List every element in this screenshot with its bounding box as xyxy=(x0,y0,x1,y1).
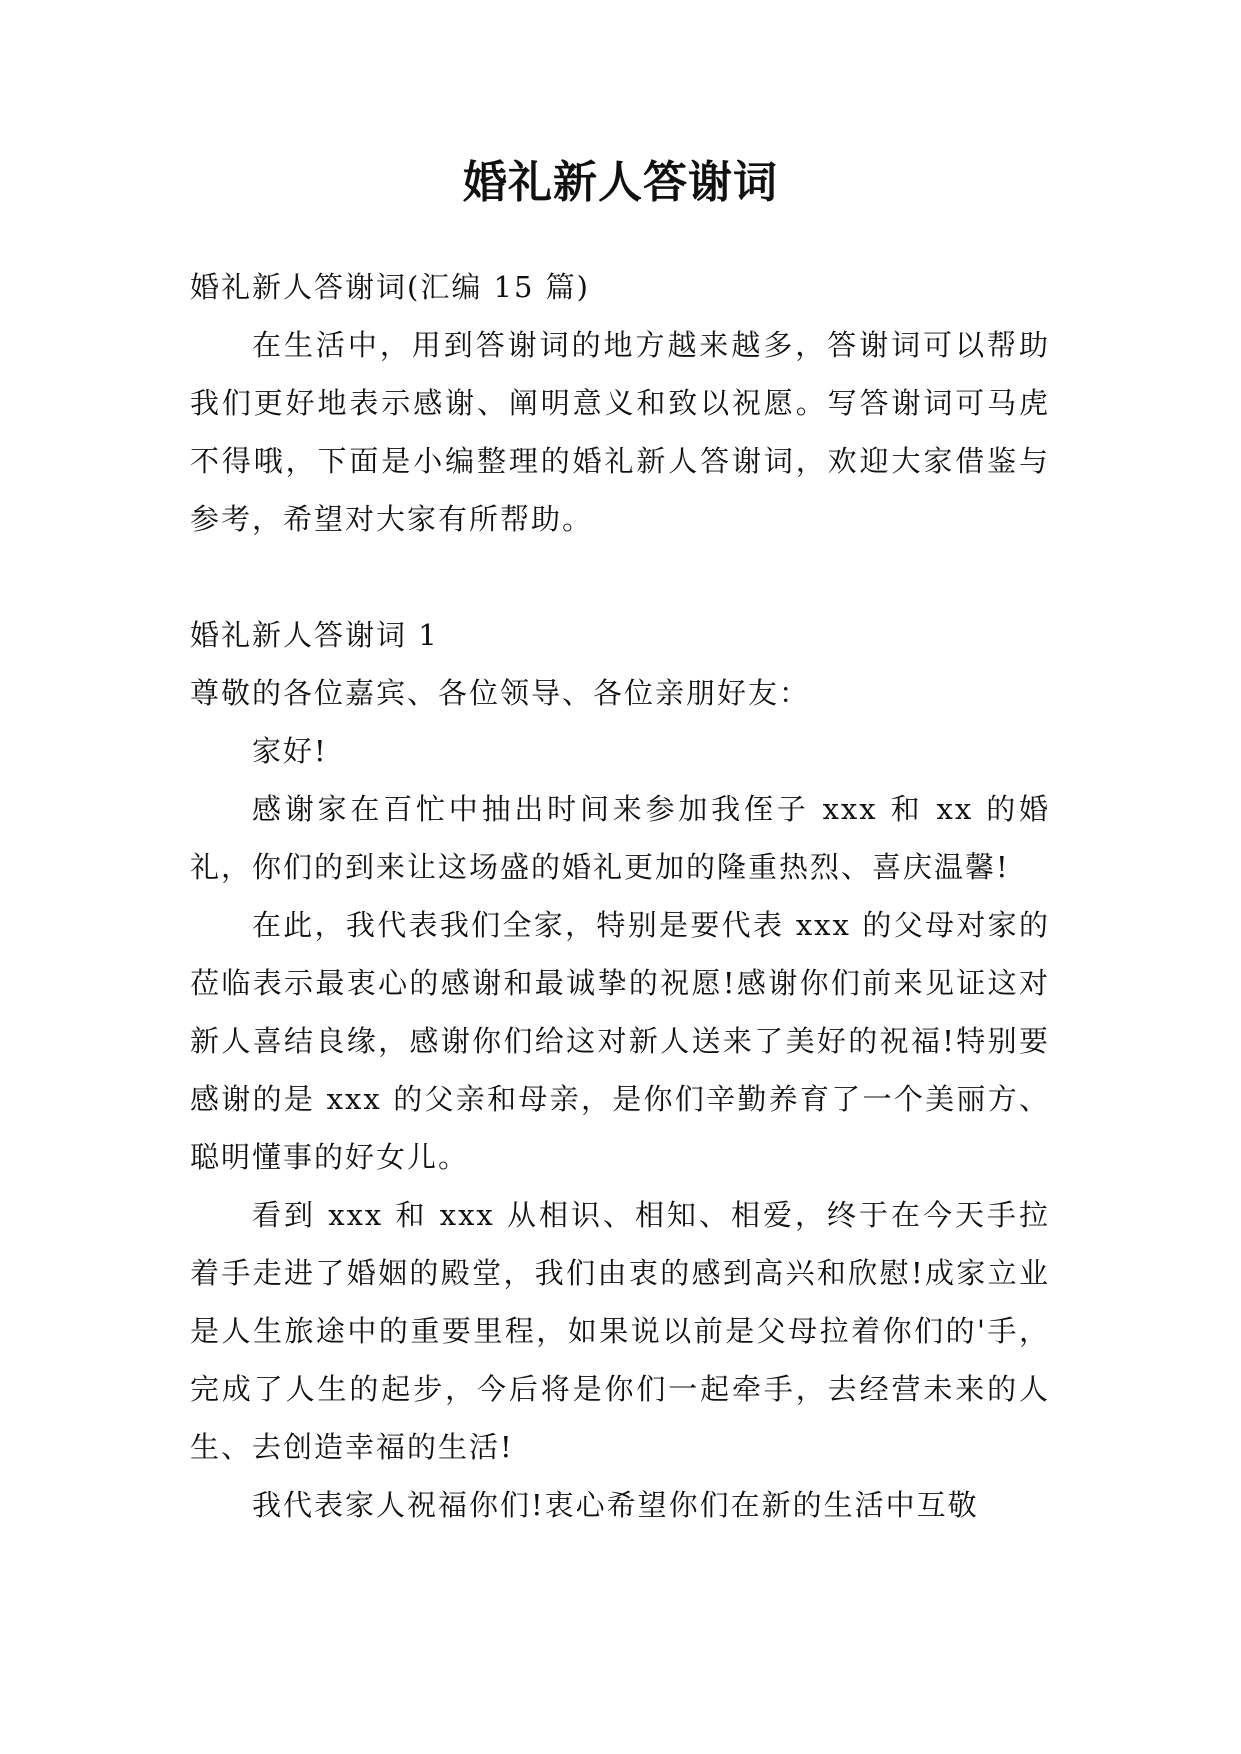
paragraph-couple: 看到 xxx 和 xxx 从相识、相知、相爱，终于在今天手拉着手走进了婚姻的殿堂，我们由衷的感到高兴和欣慰!成家立业是人生旅途中的重要里程，如果说以前是父母拉着你们的'手，完成了人生的起步，今后将是你们一起牵手，去经营未来的人生、去创造幸福的生活! xyxy=(190,1198,1050,1464)
paragraph-family: 在此，我代表我们全家，特别是要代表 xxx 的父母对家的莅临表示最衷心的感谢和最诚挚的祝愿!感谢你们前来见证这对新人喜结良缘，感谢你们给这对新人送来了美好的祝福!特别要感谢的是 xxx 的父亲和母亲，是你们辛勤养育了一个美丽方、聪明懂事的好女儿。 xyxy=(190,908,1050,1174)
document-title: 婚礼新人答谢词 xyxy=(463,157,778,208)
section-heading: 婚礼新人答谢词 1 xyxy=(190,618,439,652)
section-spacer xyxy=(190,548,1050,606)
intro-paragraph: 在生活中，用到答谢词的地方越来越多，答谢词可以帮助我们更好地表示感谢、阐明意义和致以祝愿。写答谢词可马虎不得哦，下面是小编整理的婚礼新人答谢词，欢迎大家借鉴与参考，希望对大家有所帮助。 xyxy=(190,328,1050,536)
salutation: 尊敬的各位嘉宾、各位领导、各位亲朋好友： xyxy=(190,676,811,710)
paragraph-greeting: 家好! xyxy=(252,734,328,768)
paragraph-blessing: 我代表家人祝福你们!衷心希望你们在新的生活中互敬 xyxy=(252,1488,979,1522)
paragraph-thanks: 感谢家在百忙中抽出时间来参加我侄子 xxx 和 xx 的婚礼，你们的到来让这场盛的婚礼更加的隆重热烈、喜庆温馨! xyxy=(190,792,1050,884)
document-body xyxy=(190,258,1050,1534)
document-subtitle: 婚礼新人答谢词(汇编 15 篇) xyxy=(190,270,590,304)
